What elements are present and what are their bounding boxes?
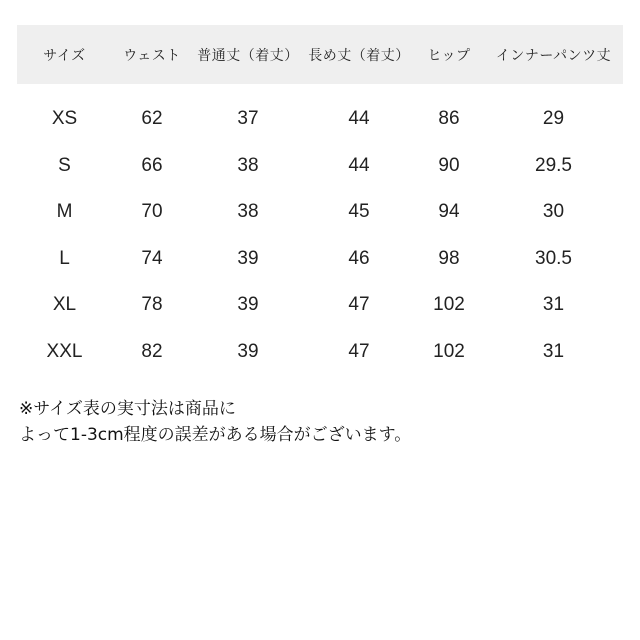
note-line-1: ※サイズ表の実寸法は商品に xyxy=(19,399,236,419)
cell-inner-pants-length: 30.5 xyxy=(535,247,572,269)
cell-long-length: 45 xyxy=(348,201,370,223)
cell-waist: 74 xyxy=(141,247,163,269)
cell-size: XS xyxy=(51,108,78,130)
cell-regular-length: 39 xyxy=(237,294,259,316)
cell-long-length: 47 xyxy=(348,340,370,362)
cell-regular-length: 39 xyxy=(237,247,259,269)
note-line-2: よって1-3cm程度の誤差がある場合がございます。 xyxy=(19,425,412,445)
cell-regular-length: 39 xyxy=(237,340,259,362)
header-long-length: 長め丈（着丈） xyxy=(308,47,410,64)
table-row xyxy=(17,329,623,376)
cell-hip: 86 xyxy=(438,108,460,130)
cell-hip: 102 xyxy=(433,340,465,362)
cell-inner-pants-length: 30 xyxy=(542,201,565,223)
cell-inner-pants-length: 29.5 xyxy=(535,154,572,176)
cell-long-length: 47 xyxy=(348,294,370,316)
cell-waist: 62 xyxy=(141,108,163,130)
cell-regular-length: 38 xyxy=(237,201,259,223)
cell-hip: 98 xyxy=(438,247,460,269)
cell-regular-length: 37 xyxy=(237,108,259,130)
header-waist: ウェスト xyxy=(123,47,181,64)
cell-hip: 94 xyxy=(438,201,460,223)
header-regular-length: 普通丈（着丈） xyxy=(197,47,299,64)
table-row xyxy=(17,236,623,283)
cell-hip: 90 xyxy=(438,154,460,176)
size-chart-table xyxy=(17,25,623,375)
measurement-note xyxy=(19,396,411,448)
cell-size: XL xyxy=(52,294,77,316)
cell-waist: 78 xyxy=(141,294,163,316)
table-row xyxy=(17,143,623,190)
cell-long-length: 44 xyxy=(348,108,370,130)
cell-waist: 82 xyxy=(141,340,163,362)
table-row xyxy=(17,282,623,329)
table-row xyxy=(17,189,623,236)
cell-inner-pants-length: 31 xyxy=(542,294,565,316)
header-inner-pants-length: インナーパンツ丈 xyxy=(495,47,612,64)
cell-hip: 102 xyxy=(433,294,465,316)
cell-regular-length: 38 xyxy=(237,154,259,176)
header-hip: ヒップ xyxy=(427,47,471,64)
table-body xyxy=(17,96,623,375)
cell-waist: 70 xyxy=(141,201,163,223)
table-row xyxy=(17,96,623,143)
table-header-row xyxy=(17,25,623,84)
cell-size: L xyxy=(59,247,70,269)
cell-long-length: 44 xyxy=(348,154,370,176)
cell-waist: 66 xyxy=(141,154,163,176)
cell-size: M xyxy=(56,201,73,223)
cell-size: XXL xyxy=(46,340,83,362)
cell-inner-pants-length: 31 xyxy=(542,340,565,362)
cell-inner-pants-length: 29 xyxy=(542,108,565,130)
cell-size: S xyxy=(58,154,71,176)
header-size: サイズ xyxy=(43,47,86,64)
cell-long-length: 46 xyxy=(348,247,370,269)
